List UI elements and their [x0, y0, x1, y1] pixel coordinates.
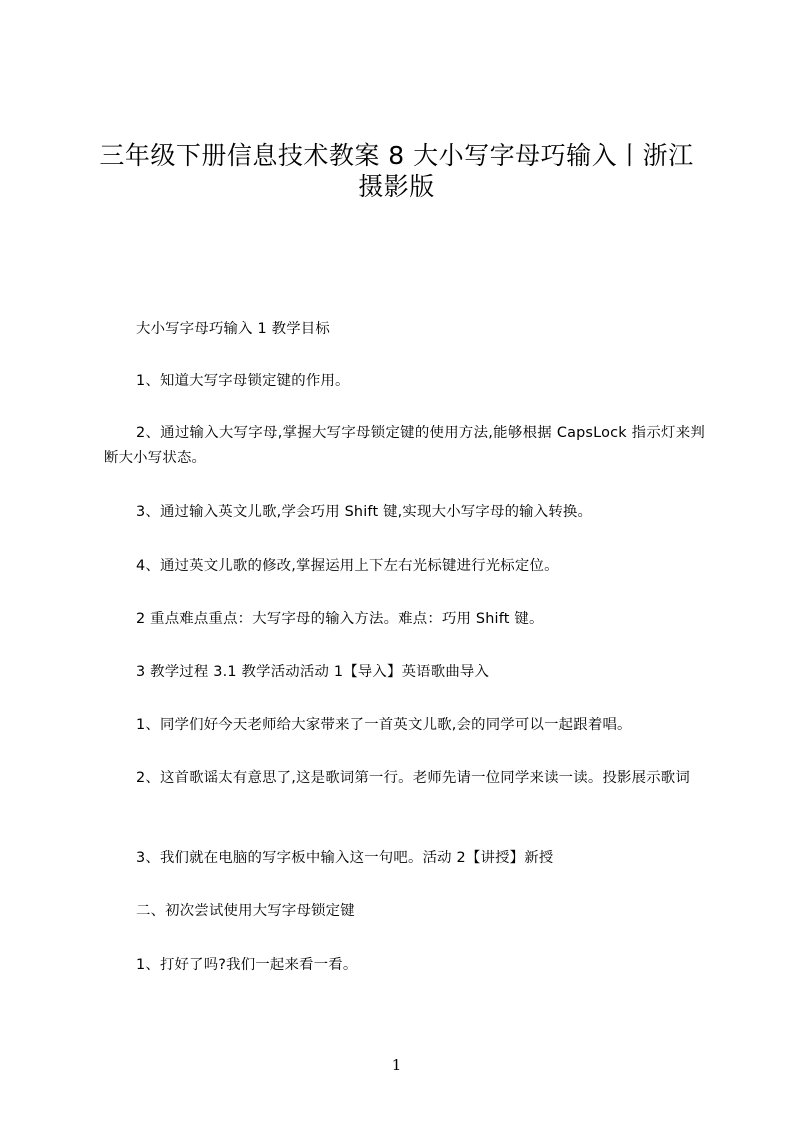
paragraph-goal-1: 1、知道大写字母锁定键的作用。 [136, 373, 350, 389]
paragraph-goal-3: 3、通过输入英文儿歌,学会巧用 Shift 键,实现大小写字母的输入转换。 [136, 504, 593, 520]
paragraph-key-points: 2 重点难点重点：大写字母的输入方法。难点：巧用 Shift 键。 [136, 611, 544, 627]
paragraph-step-1: 1、同学们好今天老师给大家带来了一首英文儿歌,会的同学可以一起跟着唱。 [136, 717, 632, 733]
document-title: 三年级下册信息技术教案 8 大小写字母巧输入丨浙江摄影版 [99, 141, 694, 201]
paragraph-goal-2: 2、通过输入大写字母,掌握大写字母锁定键的使用方法,能够根据 CapsLock 指示灯来判断大小写状态。 [104, 425, 705, 466]
paragraph-goal-4: 4、通过英文儿歌的修改,掌握运用上下左右光标键进行光标定位。 [136, 558, 559, 574]
page-number: 1 [391, 1056, 402, 1074]
paragraph-section-2-step-1: 1、打好了吗?我们一起来看一看。 [136, 957, 358, 973]
paragraph-section-2-heading: 二、初次尝试使用大写字母锁定键 [136, 903, 355, 919]
paragraph-step-2: 2、这首歌谣太有意思了,这是歌词第一行。老师先请一位同学来读一读。投影展示歌词 [136, 770, 690, 786]
paragraph-step-3: 3、我们就在电脑的写字板中输入这一句吧。活动 2【讲授】新授 [136, 850, 554, 866]
paragraph-teaching-goals-heading: 大小写字母巧输入 1 教学目标 [136, 321, 330, 337]
paragraph-teaching-process: 3 教学过程 3.1 教学活动活动 1【导入】英语歌曲导入 [136, 664, 490, 680]
